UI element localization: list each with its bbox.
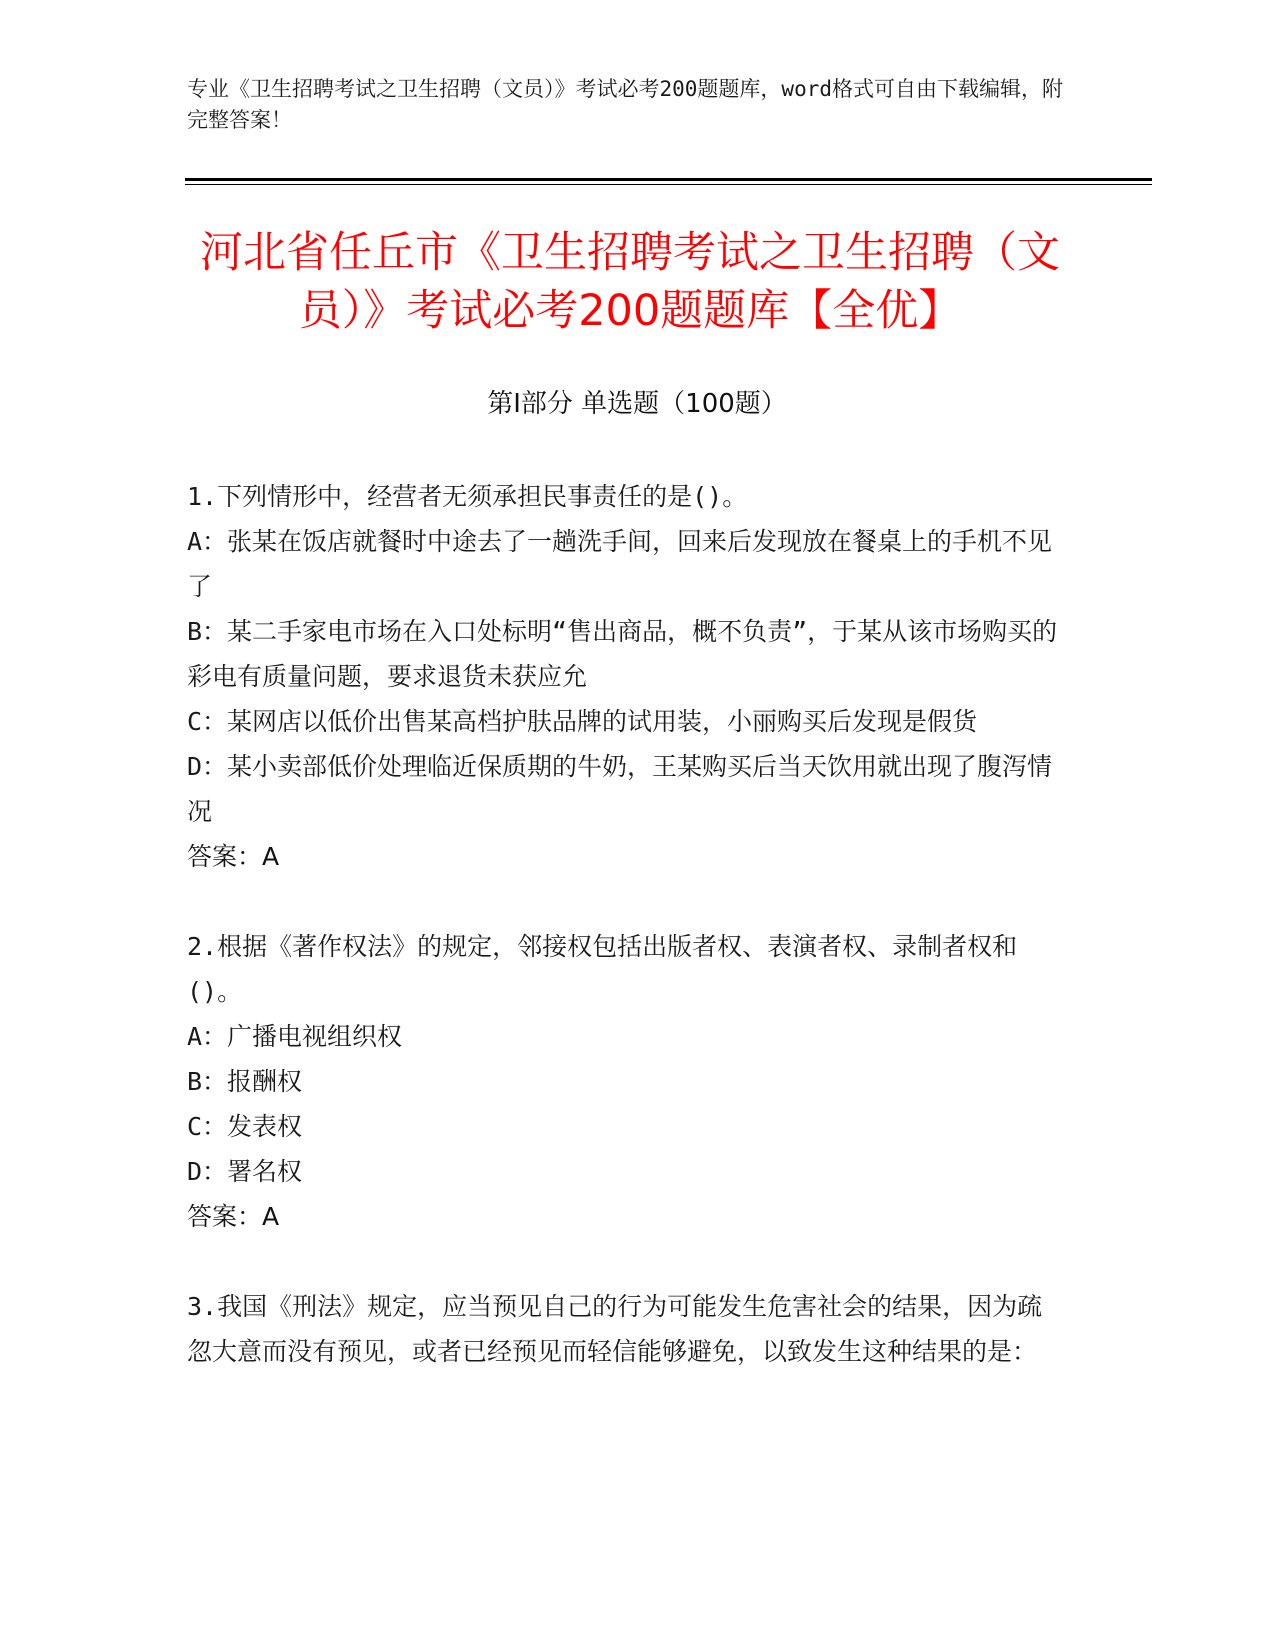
question-list <box>187 474 1067 1419</box>
option-b: B：报酬权 <box>187 1067 303 1096</box>
question-stem: 2.根据《著作权法》的规定，邻接权包括出版者权、表演者权、录制者权和()。 <box>187 932 1018 1006</box>
question-stem: 3.我国《刑法》规定，应当预见自己的行为可能发生危害社会的结果，因为疏忽大意而没有预见，或者已经预见而轻信能够避免，以致发生这种结果的是： <box>187 1292 1043 1366</box>
header-note: 专业《卫生招聘考试之卫生招聘（文员）》考试必考200题题库，word格式可自由下载编辑，附完整答案！ <box>187 77 1063 132</box>
answer-line: 答案：A <box>187 1202 280 1231</box>
header-divider-thin <box>185 184 1152 185</box>
option-d: D：署名权 <box>187 1157 303 1186</box>
option-c: C：某网店以低价出售某高档护肤品牌的试用装，小丽购买后发现是假货 <box>187 707 978 736</box>
option-b: B：某二手家电市场在入口处标明“售出商品，概不负责”，于某从该市场购买的彩电有质量问题，要求退货未获应允 <box>187 617 1058 691</box>
option-c: C：发表权 <box>187 1112 303 1141</box>
option-a: A：广播电视组织权 <box>187 1022 403 1051</box>
header-divider-thick <box>185 178 1152 181</box>
section-heading: 第I部分 单选题（100题） <box>487 389 787 419</box>
option-d: D：某小卖部低价处理临近保质期的牛奶，王某购买后当天饮用就出现了腹泻情况 <box>187 752 1053 826</box>
question-1 <box>187 474 1067 879</box>
question-2 <box>187 924 1067 1239</box>
question-3 <box>187 1284 1067 1374</box>
answer-line: 答案：A <box>187 842 280 871</box>
document-title: 河北省任丘市《卫生招聘考试之卫生招聘（文员）》考试必考200题题库【全优】 <box>200 228 1060 336</box>
option-a: A：张某在饭店就餐时中途去了一趟洗手间，回来后发现放在餐桌上的手机不见了 <box>187 527 1053 601</box>
question-stem: 1.下列情形中，经营者无须承担民事责任的是()。 <box>187 482 748 511</box>
